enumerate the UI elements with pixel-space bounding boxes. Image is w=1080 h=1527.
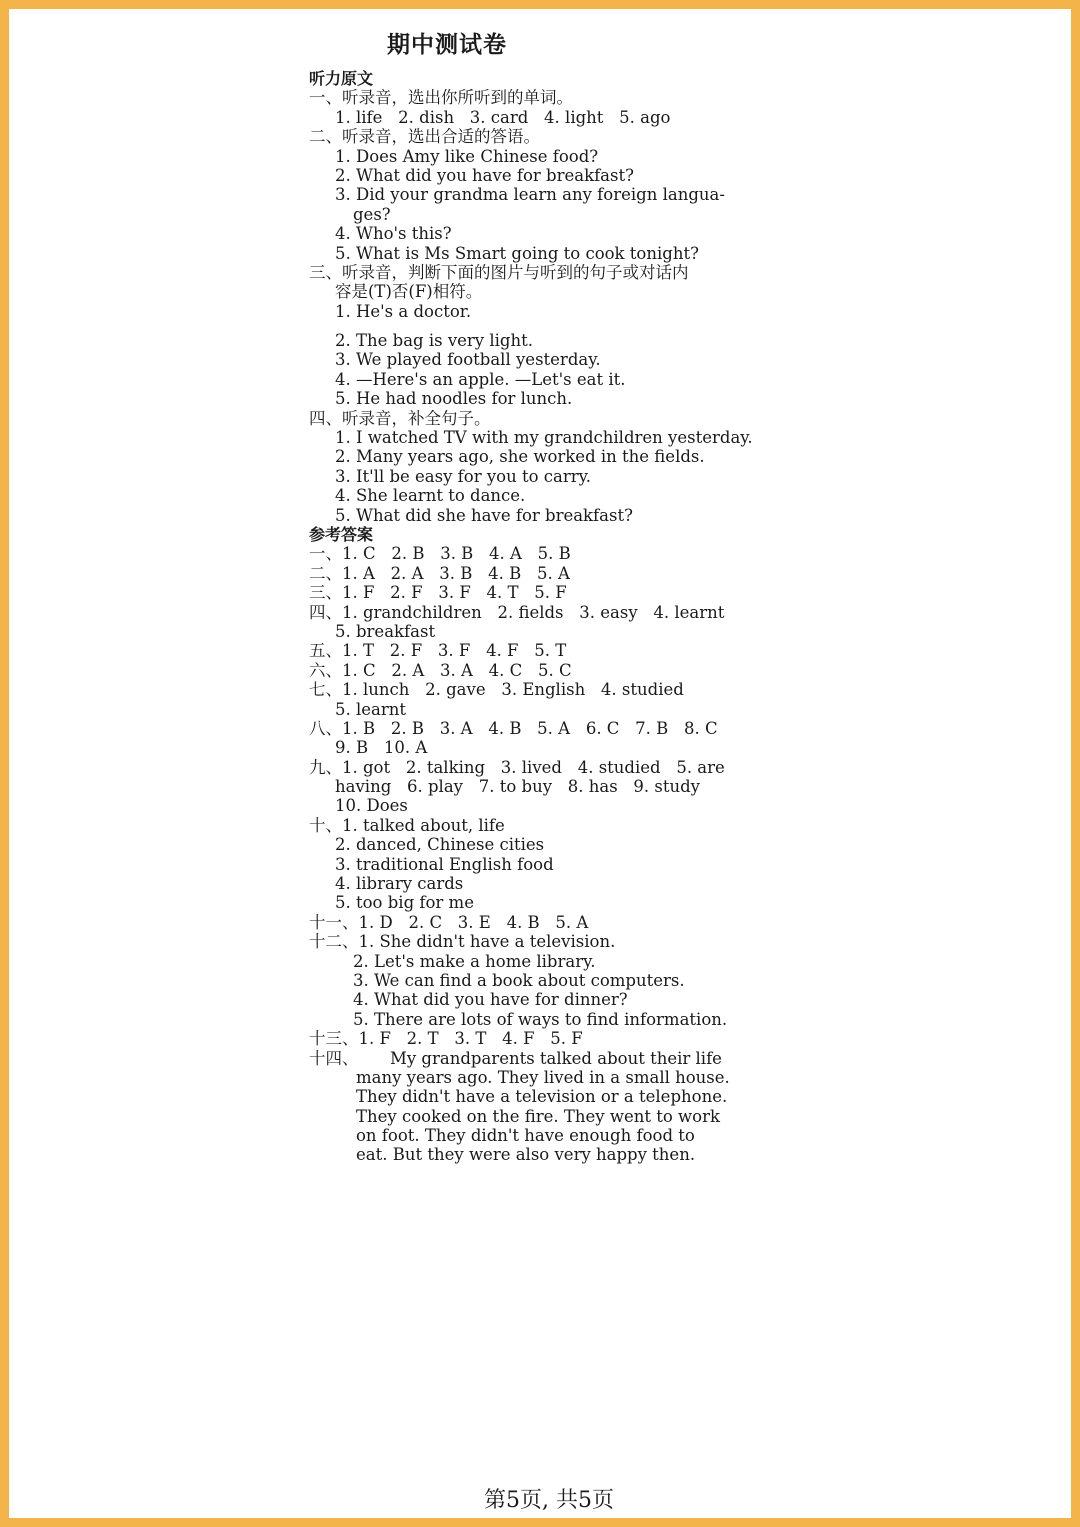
q2-item-cont: ges?	[353, 204, 391, 224]
answer-row-cont: 9. B 10. A	[335, 738, 428, 758]
answer-row: 六、1. C 2. A 3. A 4. C 5. C	[309, 660, 572, 680]
answer-row: 十、1. talked about, life	[309, 815, 505, 835]
q1-header: 一、听录音，选出你所听到的单词。	[309, 88, 573, 108]
passage-line: many years ago. They lived in a small house.	[356, 1067, 730, 1087]
q2-item: 5. What is Ms Smart going to cook tonight?	[335, 243, 699, 263]
q4-item: 3. It'll be easy for you to carry.	[335, 466, 592, 486]
answer-row: 七、1. lunch 2. gave 3. English 4. studied	[309, 680, 684, 700]
q3-item: 4. —Here's an apple. —Let's eat it.	[335, 369, 626, 389]
answer-row: 十四、 My grandparents talked about their life	[309, 1048, 722, 1068]
q2-item: 2. What did you have for breakfast?	[335, 165, 634, 185]
q2-item: 1. Does Amy like Chinese food?	[335, 146, 599, 166]
answer-row: 四、1. grandchildren 2. fields 3. easy 4. learnt	[309, 602, 725, 622]
answers-heading: 参考答案	[309, 524, 374, 544]
passage-line: on foot. They didn't have enough food to	[356, 1126, 695, 1146]
answer-row: 十三、1. F 2. T 3. T 4. F 5. F	[309, 1029, 583, 1049]
q4-item: 2. Many years ago, she worked in the fields.	[335, 447, 705, 467]
q4-item: 4. She learnt to dance.	[335, 486, 526, 506]
q4-item: 1. I watched TV with my grandchildren yesterday.	[335, 428, 753, 448]
answer-row: 十二、1. She didn't have a television.	[309, 932, 616, 952]
answer-row: 八、1. B 2. B 3. A 4. B 5. A 6. C 7. B 8. C	[309, 718, 718, 738]
page-footer: 第5页, 共5页	[484, 1488, 614, 1513]
passage-line: eat. But they were also very happy then.	[356, 1145, 696, 1165]
answer-row: 二、1. A 2. A 3. B 4. B 5. A	[309, 563, 570, 583]
answer-row: 一、1. C 2. B 3. B 4. A 5. B	[309, 544, 571, 564]
answer-row-cont: 5. breakfast	[335, 621, 436, 641]
q3-item: 2. The bag is very light.	[335, 331, 533, 351]
q3-item: 3. We played football yesterday.	[335, 350, 601, 370]
q2-item: 4. Who's this?	[335, 224, 452, 244]
answer-row: 五、1. T 2. F 3. F 4. F 5. T	[309, 641, 567, 661]
listening-heading: 听力原文	[309, 69, 374, 88]
q4-item: 5. What did she have for breakfast?	[335, 505, 633, 525]
answer-row-cont: 3. traditional English food	[335, 854, 554, 874]
q3-header: 三、听录音，判断下面的图片与听到的句子或对话内	[309, 262, 689, 282]
answer-row: 十一、1. D 2. C 3. E 4. B 5. A	[309, 912, 589, 932]
answer-row-cont: 5. too big for me	[335, 893, 474, 913]
answer-row: 三、1. F 2. F 3. F 4. T 5. F	[309, 583, 567, 603]
page-title: 期中测试卷	[387, 32, 507, 58]
answer-row-cont: 2. danced, Chinese cities	[335, 835, 545, 855]
answer-row-cont: 2. Let's make a home library.	[353, 951, 596, 971]
answer-row-cont: 5. There are lots of ways to find information.	[353, 1009, 728, 1029]
passage-line: They didn't have a television or a telephone.	[356, 1087, 728, 1107]
answer-key-content	[309, 69, 753, 1165]
answer-row-cont: 4. library cards	[335, 874, 464, 894]
answer-row-cont: having 6. play 7. to buy 8. has 9. study	[335, 777, 700, 797]
q4-header: 四、听录音，补全句子。	[309, 408, 491, 428]
q3-item: 1. He's a doctor.	[335, 301, 472, 321]
answer-row: 九、1. got 2. talking 3. lived 4. studied 5. are	[309, 757, 725, 777]
answer-row-cont: 4. What did you have for dinner?	[353, 990, 628, 1010]
q1-items: 1. life 2. dish 3. card 4. light 5. ago	[335, 107, 671, 127]
q2-item: 3. Did your grandma learn any foreign langua-	[335, 185, 725, 205]
answer-row-cont: 5. learnt	[335, 699, 407, 719]
q2-header: 二、听录音，选出合适的答语。	[309, 127, 540, 147]
answer-row-cont: 10. Does	[335, 796, 408, 816]
q3-header-cont: 容是(T)否(F)相符。	[335, 282, 483, 302]
passage-line: They cooked on the fire. They went to work	[356, 1106, 720, 1126]
answer-row-cont: 3. We can find a book about computers.	[353, 970, 685, 990]
q3-item: 5. He had noodles for lunch.	[335, 389, 573, 409]
